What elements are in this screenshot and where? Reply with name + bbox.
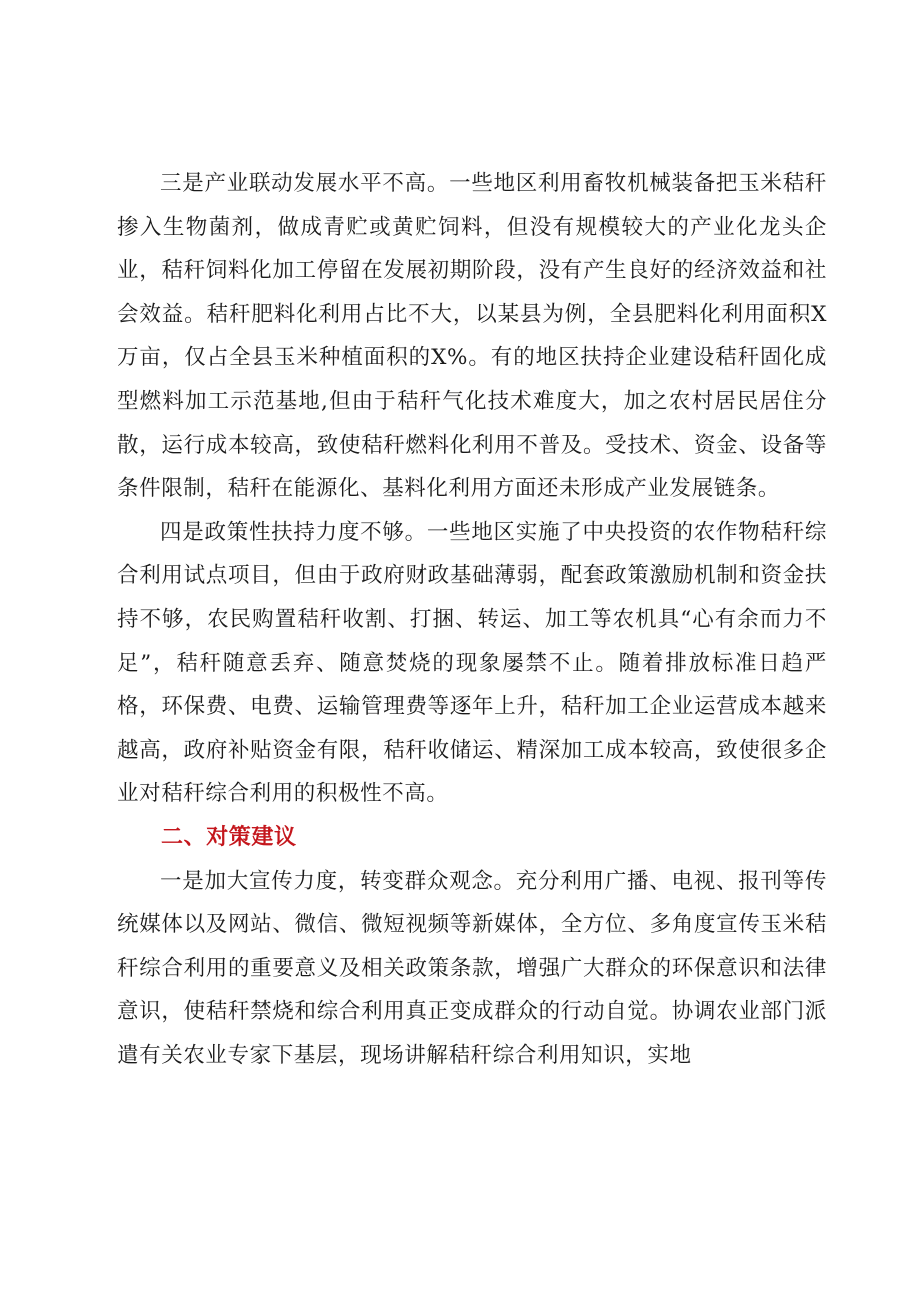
section-heading-countermeasures: 二、对策建议 <box>161 824 297 850</box>
paragraph-policy-support: 四是政策性扶持力度不够。一些地区实施了中央投资的农作物秸秆综合利用试点项目，但由于政府财政基础薄弱，配套政策激励机制和资金扶持不够，农民购置秸秆收割、打捆、转运、加工等农机具“心有余而力不足”，秸秆随意丢弃、随意焚烧的现象屡禁不止。随着排放标准日趋严格，环保费、电费、运输管理费等逐年上升，秸秆加工企业运营成本越来越高，政府补贴资金有限，秸秆收储运、精深加工成本较高，致使很多企业对秸秆综合利用的积极性不高。 <box>117 519 827 807</box>
paragraph-industry-linkage: 三是产业联动发展水平不高。一些地区利用畜牧机械装备把玉米秸秆掺入生物菌剂，做成青贮或黄贮饲料，但没有规模较大的产业化龙头企业，秸秆饲料化加工停留在发展初期阶段，没有产生良好的经济效益和社会效益。秸秆肥料化利用占比不大，以某县为例，全县肥料化利用面积X万亩，仅占全县玉米种植面积的X%。有的地区扶持企业建设秸秆固化成型燃料加工示范基地,但由于秸秆气化技术难度大，加之农村居民居住分散，运行成本较高，致使秸秆燃料化利用不普及。受技术、资金、设备等条件限制，秸秆在能源化、基料化利用方面还未形成产业发展链条。 <box>117 171 827 502</box>
document-body <box>117 162 827 1077</box>
paragraph-publicity: 一是加大宣传力度，转变群众观念。充分利用广播、电视、报刊等传统媒体以及网站、微信、微短视频等新媒体，全方位、多角度宣传玉米秸秆综合利用的重要意义及相关政策条款，增强广大群众的环保意识和法律意识，使秸秆禁烧和综合利用真正变成群众的行动自觉。协调农业部门派遣有关农业专家下基层，现场讲解秸秆综合利用知识，实地 <box>117 868 827 1068</box>
